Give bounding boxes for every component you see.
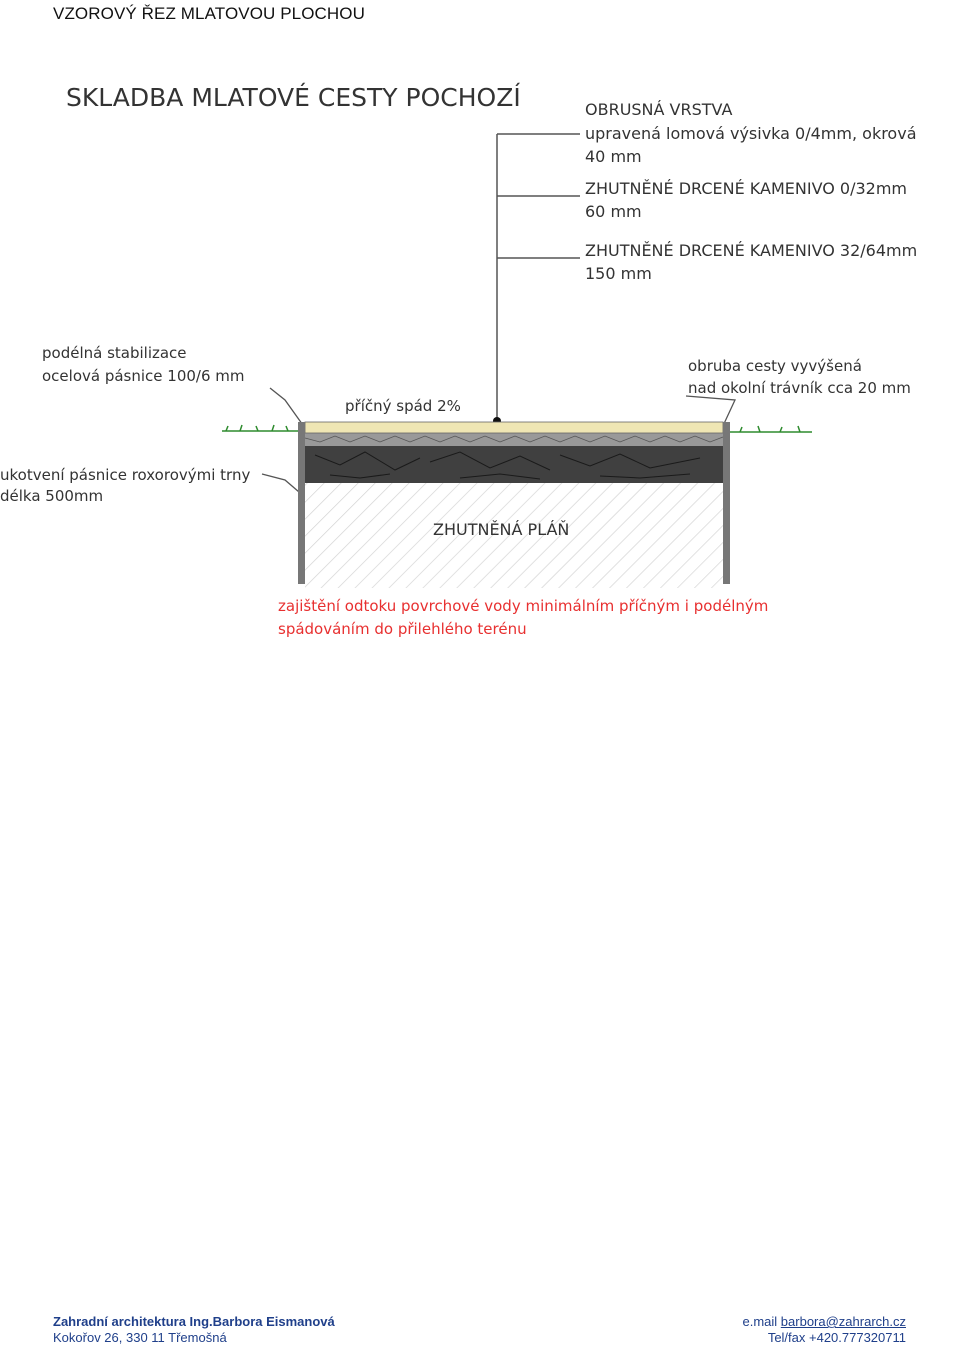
subgrade-label: ZHUTNĚNÁ PLÁŇ	[433, 520, 570, 539]
drainage-note-line1: zajištění odtoku povrchové vody minimálním příčným i podélným	[278, 597, 769, 615]
surface-layer-title: OBRUSNÁ VRSTVA	[585, 100, 733, 119]
surface-layer	[305, 422, 723, 433]
layer-leader-lines	[497, 134, 580, 420]
cross-section-diagram	[0, 60, 960, 660]
footer-address: Kokořov 26, 330 11 Třemošná	[53, 1330, 227, 1345]
stabilization-note-line1: podélná stabilizace	[42, 344, 187, 362]
footer-phone: Tel/fax +420.777320711	[767, 1330, 906, 1345]
layer-callouts	[585, 100, 917, 283]
left-steel-edging	[298, 422, 305, 584]
page-title: VZOROVÝ ŘEZ MLATOVOU PLOCHOU	[53, 4, 365, 23]
slope-label: příčný spád 2%	[345, 397, 461, 415]
fine-gravel-layer	[305, 432, 723, 446]
grass-left	[222, 425, 298, 431]
coarse-layer-thickness: 150 mm	[585, 264, 652, 283]
curb-note-line1: obruba cesty vyvýšená	[688, 357, 862, 375]
surface-layer-desc: upravená lomová výsivka 0/4mm, okrová	[585, 124, 917, 143]
coarse-layer-desc: ZHUTNĚNÉ DRCENÉ KAMENIVO 32/64mm	[585, 241, 918, 260]
footer-email	[743, 1314, 907, 1329]
right-steel-edging	[723, 422, 730, 584]
surface-layer-thickness: 40 mm	[585, 147, 642, 166]
email-label: e.mail	[742, 1314, 781, 1329]
anchor-note-line2: délka 500mm	[0, 487, 104, 505]
grass-right	[730, 426, 812, 432]
anchor-note-line1: ukotvení pásnice roxorovými trny	[0, 466, 251, 484]
diagram-heading: SKLADBA MLATOVÉ CESTY POCHOZÍ	[66, 83, 521, 112]
curb-note-line2: nad okolní trávník cca 20 mm	[688, 379, 911, 397]
stabilization-note-line2: ocelová pásnice 100/6 mm	[42, 367, 245, 385]
gravel-layer-desc: ZHUTNĚNÉ DRCENÉ KAMENIVO 0/32mm	[585, 179, 908, 198]
drainage-note-line2: spádováním do přilehlého terénu	[278, 620, 527, 638]
gravel-layer-thickness: 60 mm	[585, 202, 642, 221]
footer-company: Zahradní architektura Ing.Barbora Eismanová	[53, 1314, 335, 1329]
email-link[interactable]: barbora@zahrarch.cz	[780, 1314, 906, 1329]
